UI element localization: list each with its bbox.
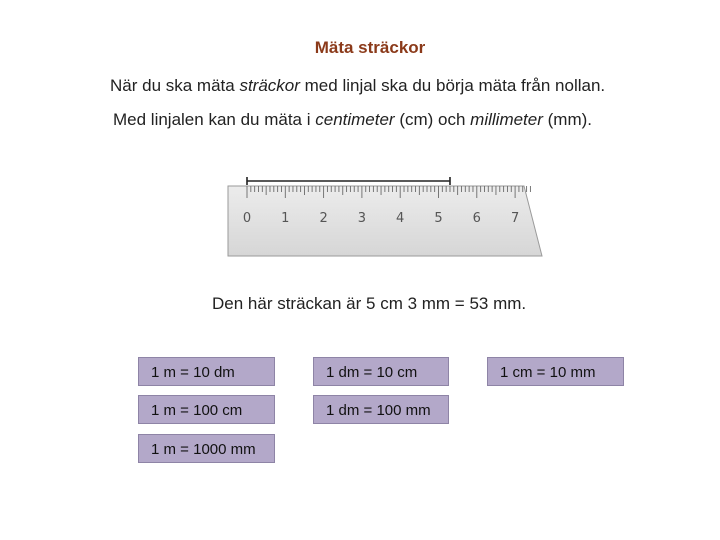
conversion-cm-mm: 1 cm = 10 mm (487, 357, 624, 386)
ruler-label: 2 (319, 211, 328, 226)
ruler-label: 5 (434, 211, 443, 226)
intro-line-2-middle: (cm) och (394, 110, 471, 129)
intro-line-2-start: Med linjalen kan du mäta i (113, 110, 316, 129)
conversion-dm-mm: 1 dm = 100 mm (313, 395, 449, 424)
measurement-caption: Den här sträckan är 5 cm 3 mm = 53 mm. (212, 294, 527, 313)
ruler-label: 1 (281, 211, 290, 226)
intro-line-1-end: med linjal ska du börja mäta från nollan. (299, 76, 606, 95)
conversion-m-mm: 1 m = 1000 mm (138, 434, 275, 463)
emphasis-centimeter: centimeter (315, 110, 395, 129)
page-title: Mäta sträckor (314, 38, 426, 57)
measurement-bracket (247, 177, 450, 185)
conversion-m-cm: 1 m = 100 cm (138, 395, 275, 424)
conversion-m-dm: 1 m = 10 dm (138, 357, 275, 386)
conversion-dm-cm: 1 dm = 10 cm (313, 357, 449, 386)
emphasis-millimeter: millimeter (470, 110, 543, 129)
emphasis-stracka: sträckor (239, 76, 300, 95)
intro-line-2-end: (mm). (542, 110, 592, 129)
ruler-label: 3 (357, 211, 367, 226)
ruler-label: 0 (242, 211, 252, 226)
intro-line-2 (113, 110, 592, 130)
ruler-label: 4 (396, 211, 405, 226)
ruler-label: 6 (472, 211, 481, 226)
ruler-body (228, 186, 542, 256)
ruler-illustration (226, 176, 546, 260)
intro-line-1-start: När du ska mäta (110, 76, 240, 95)
ruler-label: 7 (510, 211, 520, 226)
intro-line-1 (110, 76, 605, 96)
